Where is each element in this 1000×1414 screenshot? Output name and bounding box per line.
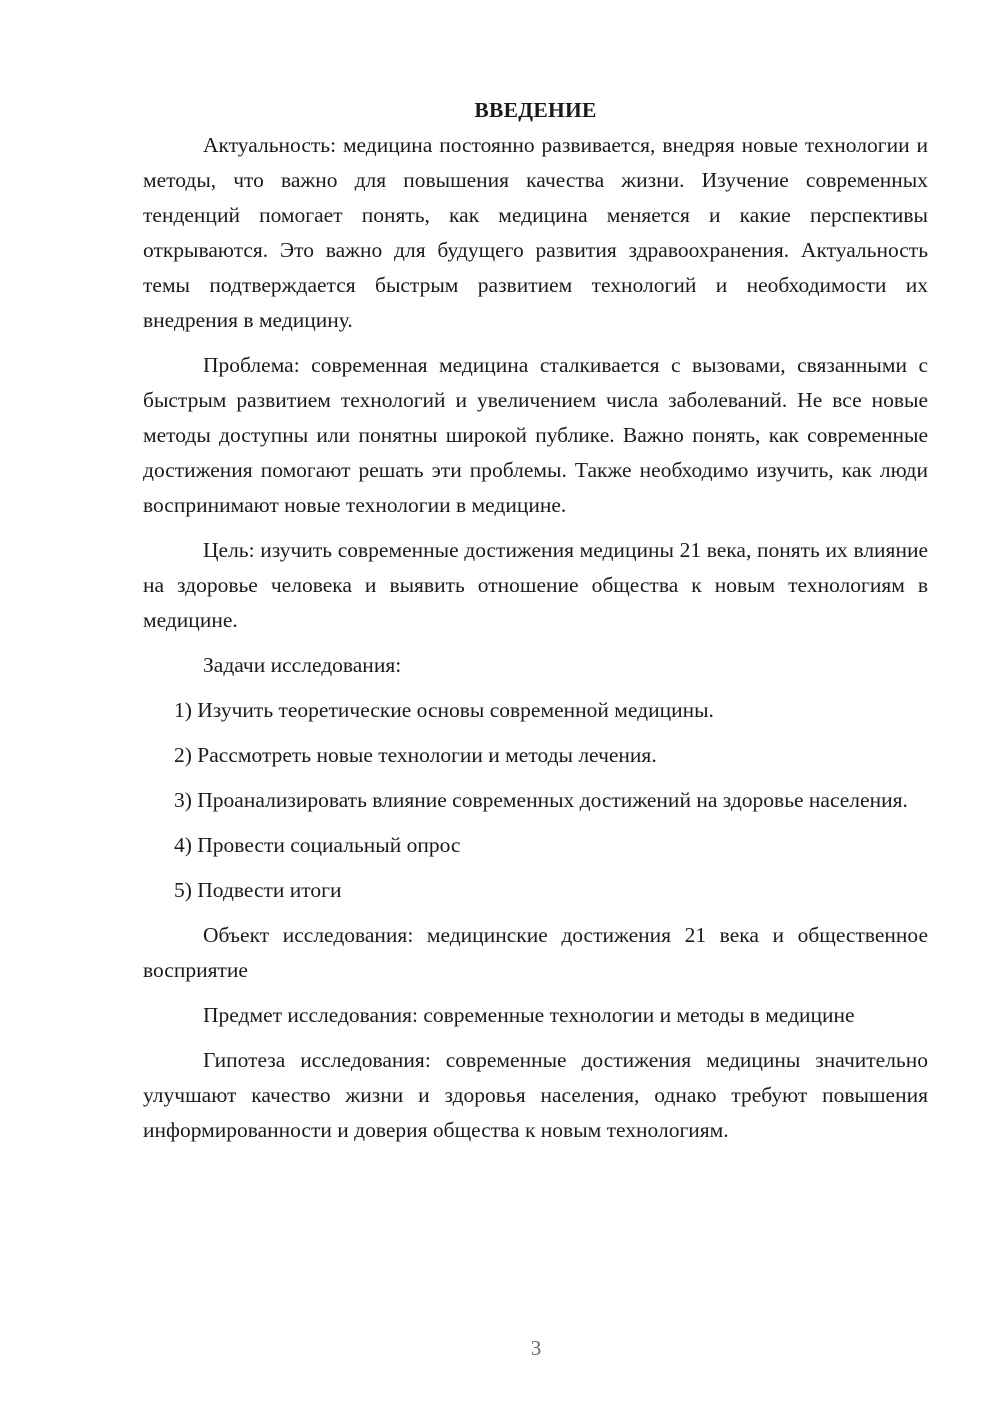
task-item-5: 5) Подвести итоги — [174, 878, 342, 902]
paragraph-goal: Цель: изучить современные достижения медицины 21 века, понять их влияние на здоровье человека и выявить отношение общества к новым технологиям в медицине. — [143, 538, 928, 632]
paragraph-relevance: Актуальность: медицина постоянно развивается, внедряя новые технологии и методы, что важно для повышения качества жизни. Изучение современных тенденций помогает понять, как медицина меняется и какие перспективы открываются. Это важно для будущего развития здравоохранения. Актуальность темы подтверждается быстрым развитием технологий и необходимости их внедрения в медицину. — [143, 133, 928, 332]
task-item-3: 3) Проанализировать влияние современных достижений на здоровье населения. — [174, 788, 908, 812]
task-item-4: 4) Провести социальный опрос — [174, 833, 461, 857]
page-title: ВВЕДЕНИЕ — [474, 98, 597, 122]
paragraph-object: Объект исследования: медицинские достижения 21 века и общественное восприятие — [143, 923, 928, 982]
task-item-2: 2) Рассмотреть новые технологии и методы лечения. — [174, 743, 657, 767]
page-content — [143, 93, 928, 1148]
task-item-1: 1) Изучить теоретические основы современной медицины. — [174, 698, 714, 722]
paragraph-tasks-heading: Задачи исследования: — [203, 653, 402, 677]
page-number: 3 — [530, 1336, 542, 1360]
paragraph-hypothesis: Гипотеза исследования: современные достижения медицины значительно улучшают качество жизни и здоровья населения, однако требуют повышения информированности и доверия общества к новым технологиям. — [143, 1048, 928, 1142]
paragraph-subject: Предмет исследования: современные технологии и методы в медицине — [203, 1003, 855, 1027]
paragraph-problem: Проблема: современная медицина сталкивается с вызовами, связанными с быстрым развитием технологий и увеличением числа заболеваний. Не все новые методы доступны или понятны широкой публике. Важно понять, как современные достижения помогают решать эти проблемы. Также необходимо изучить, как люди воспринимают новые технологии в медицине. — [143, 353, 928, 517]
